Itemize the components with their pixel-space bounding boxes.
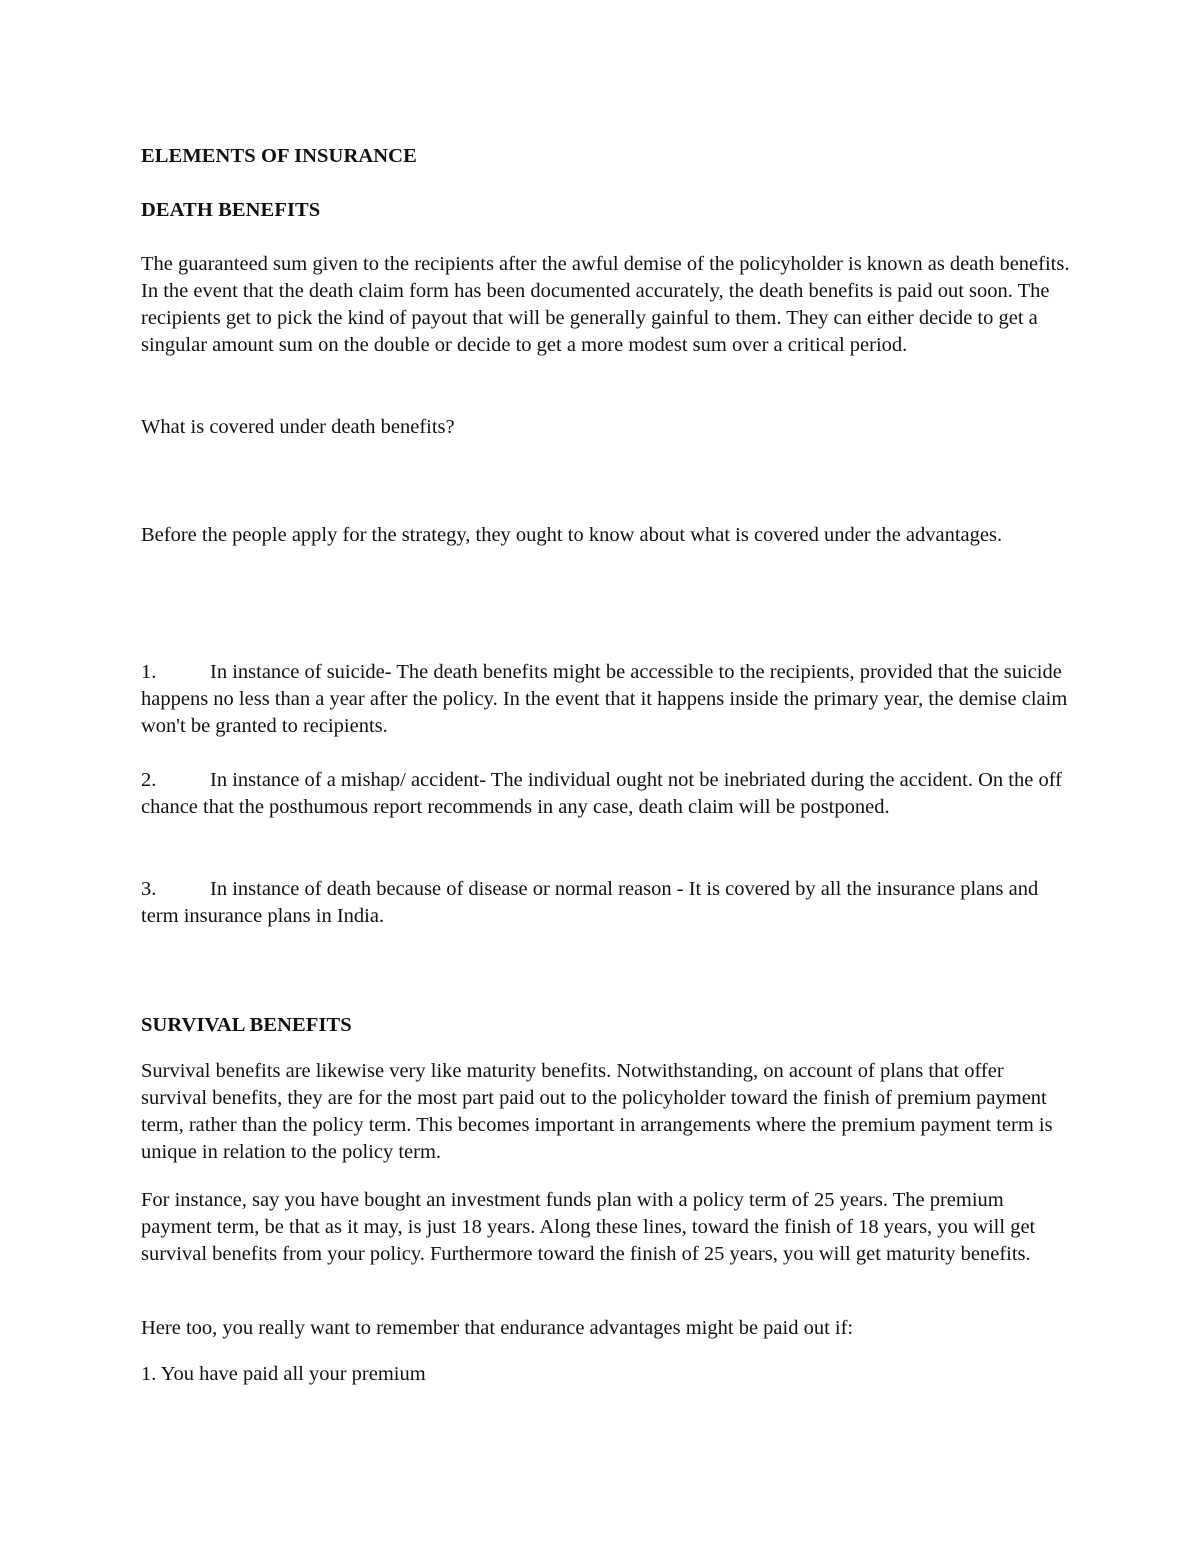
- survival-benefits-para-2: For instance, say you have bought an investment funds plan with a policy term of 25 years. The premium payment term, be that as it may, is just 18 years. Along these lines, toward the finish of 18 years, you will get survival benefits from your policy. Furthermore toward the finish of 25 years, you will get maturity benefits.: [141, 1189, 1036, 1265]
- death-benefits-question: What is covered under death benefits?: [141, 416, 455, 438]
- list-number: 3.: [141, 878, 157, 900]
- death-benefits-heading: DEATH BENEFITS: [141, 199, 321, 221]
- list-text: In instance of death because of disease or normal reason - It is covered by all the insurance plans and term insurance plans in India.: [141, 878, 1039, 927]
- list-text: In instance of suicide- The death benefits might be accessible to the recipients, provided that the suicide happens no less than a year after the policy. In the event that it happens inside the primary year, the demise claim won't be granted to recipients.: [141, 661, 1068, 737]
- survival-benefits-para-3: Here too, you really want to remember that endurance advantages might be paid out if:: [141, 1317, 854, 1339]
- death-benefits-before: Before the people apply for the strategy, they ought to know about what is covered under the advantages.: [141, 524, 1003, 546]
- survival-benefits-para-1: Survival benefits are likewise very like maturity benefits. Notwithstanding, on account of plans that offer survival benefits, they are for the most part paid out to the policyholder toward the finish of premium payment term, rather than the policy term. This becomes important in arrangements where the premium payment term is unique in relation to the policy term.: [141, 1060, 1053, 1163]
- list-number: 1.: [141, 661, 157, 683]
- document-title: ELEMENTS OF INSURANCE: [141, 145, 417, 167]
- death-benefits-intro: The guaranteed sum given to the recipients after the awful demise of the policyholder is known as death benefits. In the event that the death claim form has been documented accurately, the death benefits is paid out soon. The recipients get to pick the kind of payout that will be generally gainful to them. They can either decide to get a singular amount sum on the double or decide to get a more modest sum over a critical period.: [141, 253, 1070, 356]
- list-text: In instance of a mishap/ accident- The individual ought not be inebriated during the accident. On the off chance that the posthumous report recommends in any case, death claim will be postponed.: [141, 769, 1063, 818]
- survival-benefits-heading: SURVIVAL BENEFITS: [141, 1014, 352, 1036]
- list-item: [141, 767, 1071, 821]
- list-number: 2.: [141, 769, 157, 791]
- survival-list-item-1: 1. You have paid all your premium: [141, 1363, 426, 1385]
- list-item: [141, 659, 1071, 740]
- list-item: [141, 876, 1071, 930]
